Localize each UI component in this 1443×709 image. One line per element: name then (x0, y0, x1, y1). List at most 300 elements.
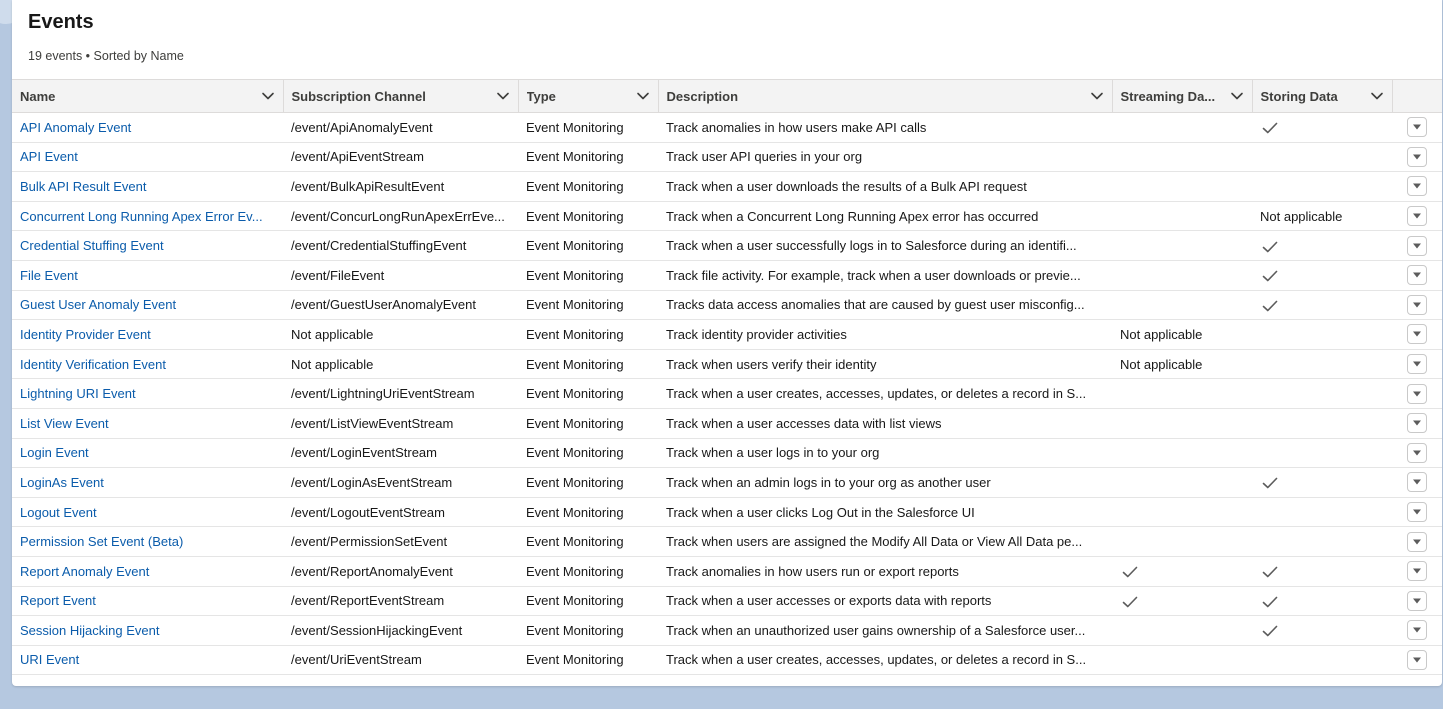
storing-data-cell (1252, 113, 1392, 143)
description-value: Track when users are assigned the Modify All Data or View All Data pe... (666, 534, 1083, 550)
row-actions-cell (1392, 408, 1442, 438)
dropdown-menu-icon (1412, 301, 1422, 309)
row-actions-button[interactable] (1407, 591, 1427, 611)
row-actions-button[interactable] (1407, 384, 1427, 404)
subscription-channel-cell (283, 645, 518, 675)
name-cell (12, 320, 283, 350)
dropdown-menu-icon (1412, 508, 1422, 516)
description-cell (658, 349, 1112, 379)
description-cell (658, 201, 1112, 231)
list-summary: 19 events • Sorted by Name (28, 49, 184, 63)
type-value: Event Monitoring (526, 178, 624, 194)
type-cell (518, 260, 658, 290)
description-value: Track when a user accesses data with list views (666, 415, 942, 431)
storing-data-cell (1252, 349, 1392, 379)
description-cell (658, 172, 1112, 202)
check-icon (1122, 596, 1138, 608)
type-value: Event Monitoring (526, 326, 624, 342)
streaming-data-cell (1112, 586, 1252, 616)
event-name-link[interactable]: LoginAs Event (20, 474, 104, 490)
type-cell (518, 408, 658, 438)
description-value: Track when users verify their identity (666, 356, 877, 372)
description-cell (658, 231, 1112, 261)
dropdown-menu-icon (1412, 271, 1422, 279)
column-header-name[interactable] (12, 80, 283, 113)
storing-data-cell (1252, 231, 1392, 261)
row-actions-button[interactable] (1407, 206, 1427, 226)
chevron-down-icon[interactable] (496, 89, 510, 103)
table-row (12, 616, 1442, 646)
row-actions-button[interactable] (1407, 413, 1427, 433)
row-actions-button[interactable] (1407, 236, 1427, 256)
row-actions-cell (1392, 497, 1442, 527)
type-cell (518, 201, 658, 231)
event-name-link[interactable]: Report Event (20, 593, 96, 609)
streaming-data-cell (1112, 556, 1252, 586)
subscription-channel-cell (283, 113, 518, 143)
description-value: Track identity provider activities (666, 326, 847, 342)
column-header-streaming-data[interactable] (1112, 80, 1252, 113)
row-actions-cell (1392, 201, 1442, 231)
type-cell (518, 438, 658, 468)
name-cell (12, 497, 283, 527)
check-icon (1262, 625, 1278, 637)
column-header-label: Description (666, 88, 739, 104)
type-cell (518, 172, 658, 202)
description-value: Track when an admin logs in to your org as another user (666, 474, 991, 490)
table-row (12, 320, 1442, 350)
check-icon (1262, 596, 1278, 608)
subscription-channel-value: /event/LogoutEventStream (291, 504, 445, 520)
event-name-link[interactable]: Logout Event (20, 504, 97, 520)
type-cell (518, 142, 658, 172)
name-cell (12, 113, 283, 143)
dropdown-menu-icon (1412, 330, 1422, 338)
column-header-type[interactable] (518, 80, 658, 113)
subscription-channel-value: /event/ApiAnomalyEvent (291, 119, 433, 135)
table-row (12, 172, 1442, 202)
event-name-link[interactable]: API Event (20, 149, 78, 165)
description-cell (658, 468, 1112, 498)
subscription-channel-value: /event/LightningUriEventStream (291, 386, 475, 402)
type-cell (518, 586, 658, 616)
dropdown-menu-icon (1412, 212, 1422, 220)
storing-data-cell (1252, 320, 1392, 350)
type-value: Event Monitoring (526, 534, 624, 550)
storing-data-cell (1252, 497, 1392, 527)
description-value: Track when a user creates, accesses, updates, or deletes a record in S... (666, 652, 1087, 668)
event-name-link[interactable]: File Event (20, 267, 78, 283)
type-cell (518, 320, 658, 350)
row-actions-cell (1392, 290, 1442, 320)
streaming-data-cell (1112, 408, 1252, 438)
streaming-data-cell (1112, 468, 1252, 498)
description-value: Track when a user accesses or exports data with reports (666, 593, 992, 609)
dropdown-menu-icon (1412, 597, 1422, 605)
column-header-label: Subscription Channel (291, 88, 426, 104)
streaming-data-cell (1112, 231, 1252, 261)
subscription-channel-value: /event/LoginAsEventStream (291, 474, 453, 490)
type-cell (518, 645, 658, 675)
description-value: Track when a Concurrent Long Running Apex error has occurred (666, 208, 1039, 224)
streaming-data-cell (1112, 438, 1252, 468)
name-cell (12, 556, 283, 586)
description-cell (658, 556, 1112, 586)
storing-data-cell (1252, 586, 1392, 616)
subscription-channel-cell (283, 320, 518, 350)
type-value: Event Monitoring (526, 238, 624, 254)
type-value: Event Monitoring (526, 119, 624, 135)
row-actions-button[interactable] (1407, 620, 1427, 640)
dropdown-menu-icon (1412, 626, 1422, 634)
row-actions-button[interactable] (1407, 354, 1427, 374)
check-icon (1262, 270, 1278, 282)
row-actions-button[interactable] (1407, 502, 1427, 522)
streaming-data-cell (1112, 349, 1252, 379)
table-row (12, 349, 1442, 379)
subscription-channel-cell (283, 408, 518, 438)
table-row (12, 113, 1442, 143)
event-name-link[interactable]: Login Event (20, 445, 89, 461)
storing-data-cell (1252, 142, 1392, 172)
dropdown-menu-icon (1412, 123, 1422, 131)
description-cell (658, 497, 1112, 527)
chevron-down-icon[interactable] (1090, 89, 1104, 103)
subscription-channel-value: /event/SessionHijackingEvent (291, 622, 463, 638)
row-actions-cell (1392, 645, 1442, 675)
dropdown-menu-icon (1412, 478, 1422, 486)
description-value: Track when a user clicks Log Out in the Salesforce UI (666, 504, 975, 520)
table-row (12, 231, 1442, 261)
subscription-channel-cell (283, 172, 518, 202)
name-cell (12, 645, 283, 675)
description-value: Track user API queries in your org (666, 149, 863, 165)
subscription-channel-value: Not applicable (291, 356, 374, 372)
description-value: Tracks data access anomalies that are caused by guest user misconfig... (666, 297, 1085, 313)
row-actions-cell (1392, 438, 1442, 468)
name-cell (12, 468, 283, 498)
storing-data-cell (1252, 645, 1392, 675)
subscription-channel-value: /event/BulkApiResultEvent (291, 178, 445, 194)
chevron-down-icon[interactable] (261, 89, 275, 103)
description-value: Track anomalies in how users make API calls (666, 119, 927, 135)
description-cell (658, 290, 1112, 320)
storing-data-cell (1252, 438, 1392, 468)
subscription-channel-cell (283, 438, 518, 468)
row-actions-button[interactable] (1407, 324, 1427, 344)
name-cell (12, 438, 283, 468)
check-icon (1262, 300, 1278, 312)
storing-data-cell (1252, 616, 1392, 646)
subscription-channel-cell (283, 260, 518, 290)
table-row (12, 586, 1442, 616)
description-value: Track when an unauthorized user gains ownership of a Salesforce user... (666, 622, 1086, 638)
description-value: Track file activity. For example, track when a user downloads or previe... (666, 267, 1081, 283)
column-header-label: Storing Data (1260, 88, 1338, 104)
type-cell (518, 616, 658, 646)
event-name-link[interactable]: Identity Provider Event (20, 326, 151, 342)
streaming-data-cell (1112, 616, 1252, 646)
event-name-link[interactable]: List View Event (20, 415, 109, 431)
row-actions-button[interactable] (1407, 532, 1427, 552)
storing-data-cell (1252, 201, 1392, 231)
streaming-data-cell (1112, 379, 1252, 409)
table-body (12, 113, 1442, 675)
type-cell (518, 290, 658, 320)
streaming-data-cell (1112, 290, 1252, 320)
subscription-channel-value: /event/ConcurLongRunApexErrEve... (291, 208, 505, 224)
storing-data-cell (1252, 290, 1392, 320)
type-value: Event Monitoring (526, 149, 624, 165)
dropdown-menu-icon (1412, 360, 1422, 368)
storing-data-cell (1252, 172, 1392, 202)
subscription-channel-value: /event/ListViewEventStream (291, 415, 454, 431)
event-name-link[interactable]: Permission Set Event (Beta) (20, 534, 184, 550)
table-row (12, 497, 1442, 527)
subscription-channel-cell (283, 527, 518, 557)
dropdown-menu-icon (1412, 153, 1422, 161)
name-cell (12, 616, 283, 646)
chevron-down-icon[interactable] (1230, 89, 1244, 103)
streaming-data-value: Not applicable (1120, 326, 1203, 342)
description-value: Track when a user logs in to your org (666, 445, 880, 461)
type-value: Event Monitoring (526, 504, 624, 520)
type-cell (518, 379, 658, 409)
row-actions-cell (1392, 172, 1442, 202)
event-name-link[interactable]: URI Event (20, 652, 80, 668)
type-value: Event Monitoring (526, 622, 624, 638)
events-table (12, 79, 1442, 675)
description-cell (658, 142, 1112, 172)
name-cell (12, 231, 283, 261)
events-card (12, 0, 1442, 686)
subscription-channel-cell (283, 556, 518, 586)
subscription-channel-cell (283, 497, 518, 527)
subscription-channel-cell (283, 379, 518, 409)
dropdown-menu-icon (1412, 567, 1422, 575)
event-name-link[interactable]: API Anomaly Event (20, 119, 132, 135)
name-cell (12, 290, 283, 320)
description-cell (658, 616, 1112, 646)
type-cell (518, 527, 658, 557)
row-actions-cell (1392, 320, 1442, 350)
column-header-description[interactable] (658, 80, 1112, 113)
description-cell (658, 260, 1112, 290)
row-actions-cell (1392, 260, 1442, 290)
row-actions-cell (1392, 142, 1442, 172)
dropdown-menu-icon (1412, 656, 1422, 664)
streaming-data-cell (1112, 645, 1252, 675)
type-value: Event Monitoring (526, 356, 624, 372)
subscription-channel-value: /event/CredentialStuffingEvent (291, 238, 467, 254)
table-header-row (12, 80, 1442, 113)
type-value: Event Monitoring (526, 563, 624, 579)
dropdown-menu-icon (1412, 182, 1422, 190)
subscription-channel-value: /event/FileEvent (291, 267, 385, 283)
dropdown-menu-icon (1412, 419, 1422, 427)
type-cell (518, 556, 658, 586)
storing-data-cell (1252, 379, 1392, 409)
description-value: Track when a user downloads the results of a Bulk API request (666, 178, 1027, 194)
subscription-channel-cell (283, 586, 518, 616)
row-actions-button[interactable] (1407, 443, 1427, 463)
dropdown-menu-icon (1412, 538, 1422, 546)
type-cell (518, 468, 658, 498)
type-cell (518, 497, 658, 527)
description-cell (658, 113, 1112, 143)
type-value: Event Monitoring (526, 474, 624, 490)
type-value: Event Monitoring (526, 415, 624, 431)
table-row (12, 438, 1442, 468)
row-actions-button[interactable] (1407, 147, 1427, 167)
streaming-data-cell (1112, 497, 1252, 527)
event-name-link[interactable]: Report Anomaly Event (20, 563, 150, 579)
storing-data-value: Not applicable (1260, 208, 1343, 224)
description-cell (658, 320, 1112, 350)
row-actions-cell (1392, 556, 1442, 586)
column-header-label: Name (20, 88, 56, 104)
description-cell (658, 527, 1112, 557)
description-cell (658, 408, 1112, 438)
name-cell (12, 379, 283, 409)
row-actions-cell (1392, 231, 1442, 261)
row-actions-button[interactable] (1407, 117, 1427, 137)
column-header-storing-data[interactable] (1252, 80, 1392, 113)
storing-data-cell (1252, 468, 1392, 498)
page-title: Events (28, 11, 94, 33)
table-row (12, 260, 1442, 290)
table-row (12, 468, 1442, 498)
column-header-label: Type (526, 88, 556, 104)
row-actions-cell (1392, 379, 1442, 409)
type-value: Event Monitoring (526, 445, 624, 461)
storing-data-cell (1252, 527, 1392, 557)
streaming-data-cell (1112, 320, 1252, 350)
event-name-link[interactable]: Lightning URI Event (20, 386, 136, 402)
streaming-data-cell (1112, 172, 1252, 202)
type-value: Event Monitoring (526, 652, 624, 668)
event-name-link[interactable]: Session Hijacking Event (20, 622, 160, 638)
row-actions-cell (1392, 616, 1442, 646)
subscription-channel-value: /event/LoginEventStream (291, 445, 437, 461)
event-name-link[interactable]: Guest User Anomaly Event (20, 297, 177, 313)
subscription-channel-cell (283, 349, 518, 379)
name-cell (12, 586, 283, 616)
row-actions-button[interactable] (1407, 265, 1427, 285)
row-actions-button[interactable] (1407, 295, 1427, 315)
type-cell (518, 349, 658, 379)
table-row (12, 142, 1442, 172)
dropdown-menu-icon (1412, 449, 1422, 457)
chevron-down-icon[interactable] (636, 89, 650, 103)
subscription-channel-value: /event/GuestUserAnomalyEvent (291, 297, 476, 313)
type-cell (518, 113, 658, 143)
storing-data-cell (1252, 260, 1392, 290)
subscription-channel-cell (283, 468, 518, 498)
chevron-down-icon[interactable] (1370, 89, 1384, 103)
name-cell (12, 172, 283, 202)
type-value: Event Monitoring (526, 208, 624, 224)
table-row (12, 201, 1442, 231)
description-cell (658, 586, 1112, 616)
subscription-channel-value: /event/ReportEventStream (291, 593, 445, 609)
table-row (12, 379, 1442, 409)
streaming-data-cell (1112, 260, 1252, 290)
description-value: Track when a user creates, accesses, updates, or deletes a record in S... (666, 386, 1087, 402)
event-name-link[interactable]: Concurrent Long Running Apex Error Ev... (20, 208, 263, 224)
dropdown-menu-icon (1412, 390, 1422, 398)
dropdown-menu-icon (1412, 242, 1422, 250)
column-header-actions (1392, 80, 1442, 113)
streaming-data-value: Not applicable (1120, 356, 1203, 372)
row-actions-button[interactable] (1407, 650, 1427, 670)
name-cell (12, 201, 283, 231)
row-actions-cell (1392, 349, 1442, 379)
check-icon (1262, 477, 1278, 489)
type-value: Event Monitoring (526, 386, 624, 402)
check-icon (1122, 566, 1138, 578)
type-value: Event Monitoring (526, 267, 624, 283)
table-row (12, 645, 1442, 675)
description-cell (658, 438, 1112, 468)
storing-data-cell (1252, 556, 1392, 586)
event-name-link[interactable]: Credential Stuffing Event (20, 238, 164, 254)
subscription-channel-cell (283, 231, 518, 261)
type-value: Event Monitoring (526, 297, 624, 313)
event-name-link[interactable]: Identity Verification Event (20, 356, 166, 372)
row-actions-cell (1392, 113, 1442, 143)
description-cell (658, 645, 1112, 675)
streaming-data-cell (1112, 201, 1252, 231)
subscription-channel-value: /event/UriEventStream (291, 652, 422, 668)
check-icon (1262, 122, 1278, 134)
row-actions-cell (1392, 586, 1442, 616)
name-cell (12, 408, 283, 438)
check-icon (1262, 241, 1278, 253)
storing-data-cell (1252, 408, 1392, 438)
table-row (12, 527, 1442, 557)
streaming-data-cell (1112, 113, 1252, 143)
subscription-channel-value: /event/ReportAnomalyEvent (291, 563, 453, 579)
row-actions-button[interactable] (1407, 176, 1427, 196)
streaming-data-cell (1112, 142, 1252, 172)
row-actions-cell (1392, 468, 1442, 498)
subscription-channel-cell (283, 290, 518, 320)
subscription-channel-value: Not applicable (291, 326, 374, 342)
event-name-link[interactable]: Bulk API Result Event (20, 178, 147, 194)
description-value: Track anomalies in how users run or export reports (666, 563, 959, 579)
subscription-channel-cell (283, 201, 518, 231)
subscription-channel-value: /event/PermissionSetEvent (291, 534, 448, 550)
name-cell (12, 349, 283, 379)
streaming-data-cell (1112, 527, 1252, 557)
row-actions-button[interactable] (1407, 472, 1427, 492)
row-actions-button[interactable] (1407, 561, 1427, 581)
name-cell (12, 260, 283, 290)
column-header-label: Streaming Da... (1120, 88, 1216, 104)
type-cell (518, 231, 658, 261)
name-cell (12, 142, 283, 172)
table-row (12, 290, 1442, 320)
subscription-channel-cell (283, 142, 518, 172)
description-cell (658, 379, 1112, 409)
row-actions-cell (1392, 527, 1442, 557)
table-row (12, 556, 1442, 586)
column-header-subscription-channel[interactable] (283, 80, 518, 113)
description-value: Track when a user successfully logs in to Salesforce during an identifi... (666, 238, 1077, 254)
subscription-channel-cell (283, 616, 518, 646)
type-value: Event Monitoring (526, 593, 624, 609)
